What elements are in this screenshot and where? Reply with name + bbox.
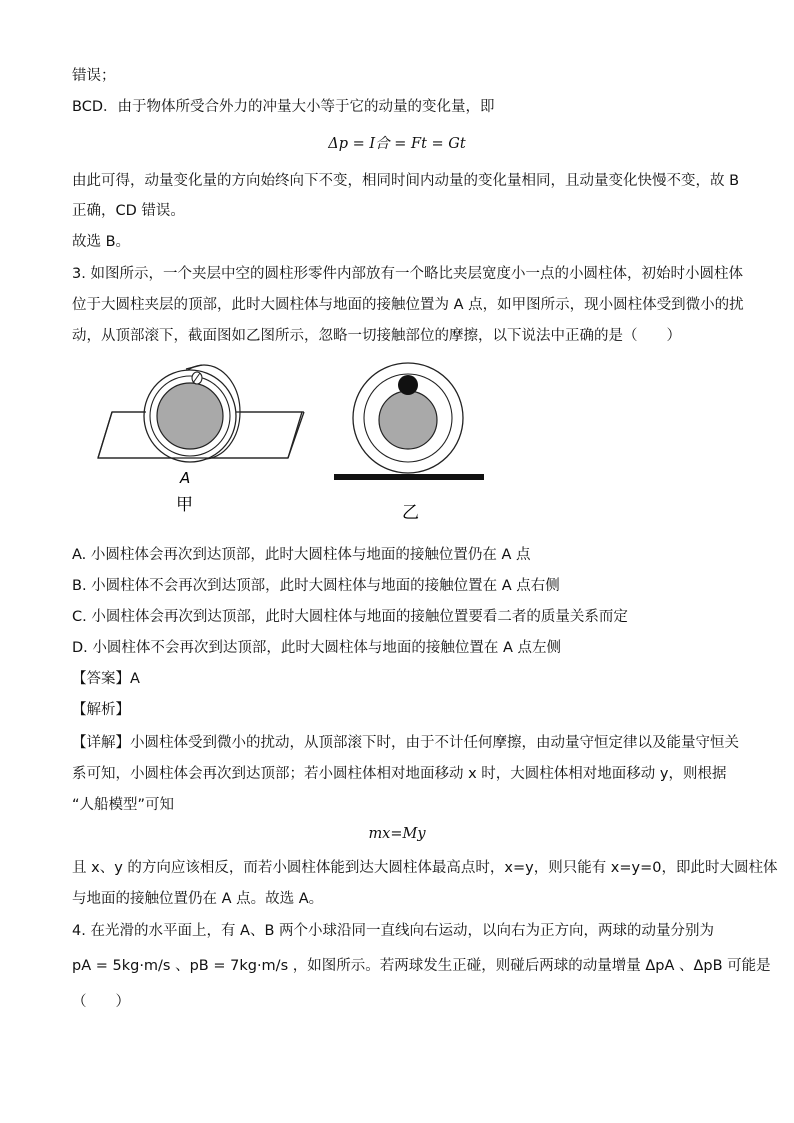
detail-line-4: 且 x、y 的方向应该相反，而若小圆柱体能到达大圆柱体最高点时，x=y，则只能有 x=y=0，即此时大圆柱体 — [72, 860, 778, 876]
small-ball-section — [398, 375, 418, 395]
q4-stem-3: （ ） — [72, 994, 130, 1010]
ground-line — [334, 474, 484, 480]
detail-line-2: 系可知，小圆柱体会再次到达顶部；若小圆柱体相对地面移动 x 时，大圆柱体相对地面移动 y，则根据 — [72, 766, 727, 782]
answer-label: 【答案】A — [72, 671, 140, 687]
point-a-label: A — [180, 469, 191, 487]
option-b: B. 小圆柱体不会再次到达顶部，此时大圆柱体与地面的接触位置在 A 点右侧 — [72, 578, 560, 594]
q3-stem-2: 位于大圆柱夹层的顶部，此时大圆柱体与地面的接触位置为 A 点，如甲图所示，现小圆柱体受到微小的扰 — [72, 297, 744, 313]
option-d: D. 小圆柱体不会再次到达顶部，此时大圆柱体与地面的接触位置在 A 点左侧 — [72, 640, 562, 656]
prev-line-4: 正确，CD 错误。 — [72, 203, 185, 219]
q4-stem-1: 4. 在光滑的水平面上，有 A、B 两个小球沿同一直线向右运动，以向右为正方向，两球的动量分别为 — [72, 923, 715, 939]
inner-core-section — [379, 391, 437, 449]
inner-core — [157, 383, 223, 449]
figure-label-jia: 甲 — [176, 495, 193, 515]
prev-line-2: BCD．由于物体所受合外力的冲量大小等于它的动量的变化量，即 — [72, 99, 495, 115]
prev-line-5: 故选 B。 — [72, 234, 131, 250]
q3-stem-1: 3. 如图所示，一个夹层中空的圆柱形零件内部放有一个略比夹层宽度小一点的小圆柱体，初始时小圆柱体 — [72, 266, 743, 282]
prev-line-3: 由此可得，动量变化量的方向始终向下不变，相同时间内动量的变化量相同，且动量变化快慢不变，故 B — [72, 173, 740, 189]
q4-stem-2: pA = 5kg·m/s 、pB = 7kg·m/s ，如图所示。若两球发生正碰，则碰后两球的动量增量 ΔpA 、ΔpB 可能是 — [72, 958, 771, 974]
option-a: A. 小圆柱体会再次到达顶部，此时大圆柱体与地面的接触位置仍在 A 点 — [72, 547, 531, 563]
figure-label-yi: 乙 — [402, 503, 419, 523]
detail-formula: mx=My — [368, 826, 426, 842]
detail-line-5: 与地面的接触位置仍在 A 点。故选 A。 — [72, 891, 324, 907]
detail-line-1: 【详解】小圆柱体受到微小的扰动，从顶部滚下时，由于不计任何摩擦，由动量守恒定律以及能量守恒关 — [72, 735, 739, 751]
option-c: C. 小圆柱体会再次到达顶部，此时大圆柱体与地面的接触位置要看二者的质量关系而定 — [72, 609, 628, 625]
prev-formula: Δp = I合 = Ft = Gt — [328, 136, 466, 152]
q3-figure — [90, 360, 510, 530]
q3-stem-3: 动，从顶部滚下，截面图如乙图所示，忽略一切接触部位的摩擦，以下说法中正确的是（ ） — [72, 328, 681, 344]
analysis-label: 【解析】 — [72, 702, 130, 718]
prev-line-1: 错误； — [72, 68, 116, 84]
detail-line-3: “人船模型”可知 — [72, 797, 175, 813]
